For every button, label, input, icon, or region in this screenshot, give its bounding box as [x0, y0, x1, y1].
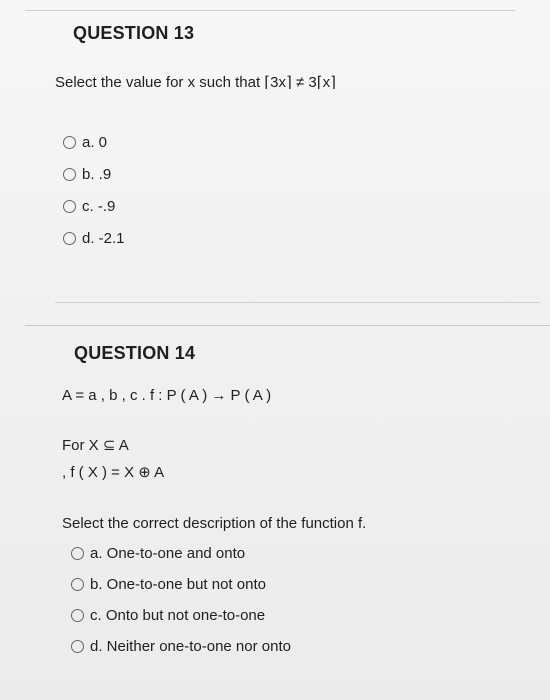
radio-icon[interactable] — [71, 609, 84, 622]
option-label: d. -2.1 — [82, 230, 125, 247]
radio-icon[interactable] — [63, 232, 76, 245]
question-13-option-c[interactable] — [63, 198, 115, 215]
radio-icon[interactable] — [71, 640, 84, 653]
question-13-divider — [55, 302, 540, 303]
option-label: a. 0 — [82, 134, 108, 151]
question-14-option-b[interactable] — [71, 576, 266, 593]
radio-icon[interactable] — [63, 168, 76, 181]
radio-icon[interactable] — [71, 578, 84, 591]
question-14-title: QUESTION 14 — [74, 343, 196, 363]
option-label: b. .9 — [82, 166, 112, 183]
question-14-top-divider — [25, 325, 550, 326]
option-label: b. One-to-one but not onto — [90, 576, 266, 593]
question-14-line-1: A = a , b , c . f : P ( A ) → P ( A ) — [62, 387, 272, 404]
question-14-option-c[interactable] — [71, 607, 265, 624]
question-14-option-a[interactable] — [71, 545, 245, 562]
option-label: c. Onto but not one-to-one — [90, 607, 266, 624]
question-14-line-3: , f ( X ) = X ⊕ A — [62, 464, 165, 481]
radio-icon[interactable] — [63, 136, 76, 149]
question-14 — [0, 325, 550, 700]
question-13-option-a[interactable] — [63, 134, 107, 151]
option-label: d. Neither one-to-one nor onto — [90, 638, 291, 655]
question-13-title: QUESTION 13 — [73, 23, 195, 43]
option-label: a. One-to-one and onto — [90, 545, 246, 562]
question-13-option-b[interactable] — [63, 166, 111, 183]
question-13-prompt: Select the value for x such that ⌈3x⌉ ≠ 3⌈x⌉ — [55, 74, 336, 91]
question-14-option-d[interactable] — [71, 638, 291, 655]
top-divider — [25, 10, 515, 11]
question-13 — [0, 0, 550, 330]
radio-icon[interactable] — [63, 200, 76, 213]
question-13-option-d[interactable] — [63, 230, 125, 247]
radio-icon[interactable] — [71, 547, 84, 560]
question-14-line-2: For X ⊆ A — [62, 437, 129, 454]
option-label: c. -.9 — [82, 198, 116, 215]
question-14-line-4: Select the correct description of the function f. — [62, 515, 367, 532]
